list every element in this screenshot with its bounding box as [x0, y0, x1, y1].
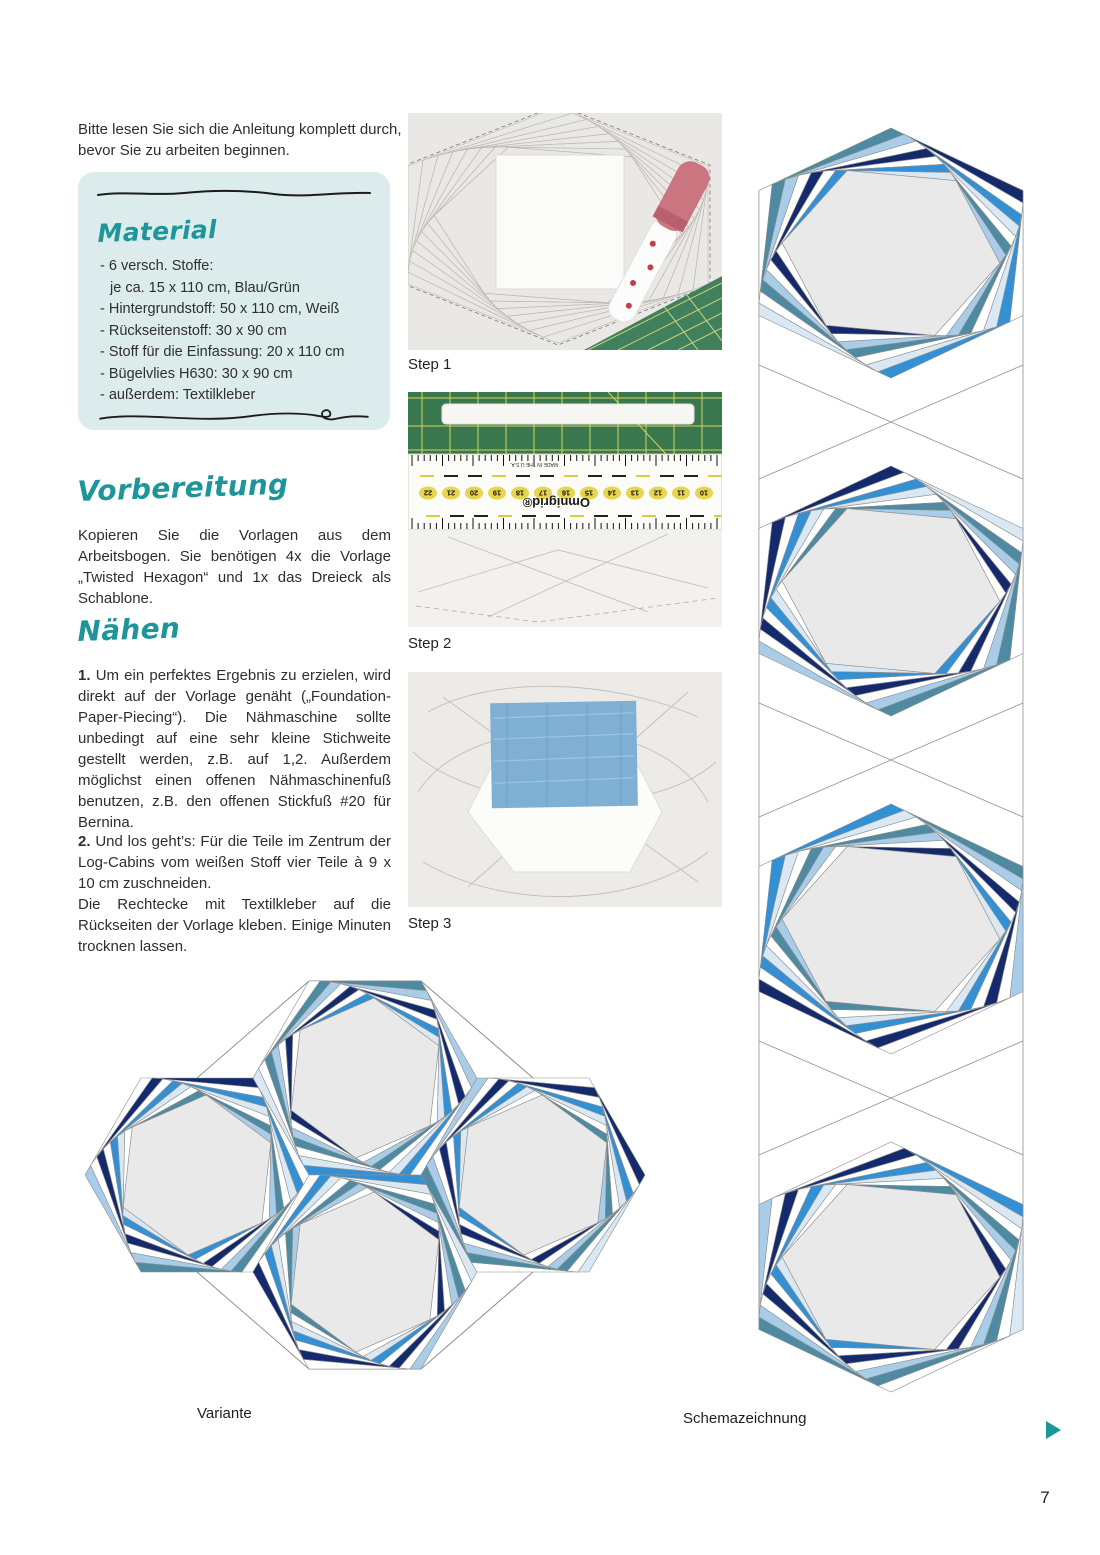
svg-text:11: 11: [677, 488, 685, 498]
svg-text:20: 20: [469, 488, 479, 498]
step-number: 2.: [78, 833, 91, 850]
variant-cluster-diagram: [85, 950, 645, 1400]
svg-text:14: 14: [607, 488, 617, 498]
svg-text:10: 10: [699, 488, 709, 498]
step3-photo: [408, 672, 722, 907]
material-item: je ca. 15 x 110 cm, Blau/Grün: [110, 279, 300, 296]
white-fabric-square: [496, 155, 624, 289]
step3-caption: Step 3: [408, 915, 452, 932]
white-fabric-strip: [442, 404, 694, 424]
svg-text:21: 21: [446, 488, 456, 498]
hand-drawn-line-loop: [94, 404, 374, 426]
step1-photo: [408, 113, 722, 350]
step2-photo-figure: [408, 392, 722, 627]
variante-caption: Variante: [197, 1405, 252, 1422]
step-text: Und los geht’s: Für die Teile im Zentrum der Log-Cabins vom weißen Stoff vier Teile à 9 x 10 cm zuschneiden.: [78, 833, 391, 892]
step1-photo-figure: [408, 113, 722, 350]
svg-text:19: 19: [492, 488, 502, 498]
template-paper: [408, 530, 722, 627]
material-item: - Rückseitenstoff: 30 x 90 cm: [100, 322, 287, 339]
page-number: 7: [1040, 1488, 1050, 1507]
material-item: - Stoff für die Einfassung: 20 x 110 cm: [100, 344, 345, 360]
step2-caption: Step 2: [408, 635, 452, 652]
material-item: - außerdem: Textilkleber: [100, 387, 256, 403]
step-number: 1.: [78, 667, 91, 684]
material-item: - Bügelvlies H630: 30 x 90 cm: [100, 365, 293, 382]
step-paragraph-1: [78, 665, 391, 833]
schematic-table-runner: [758, 103, 1024, 1395]
hand-drawn-line: [94, 182, 374, 204]
step-paragraph-2: [78, 831, 391, 957]
blue-fabric-rectangle: [490, 701, 638, 809]
svg-text:15: 15: [584, 488, 594, 498]
ruler-small-text: MADE IN THE U.S.A.: [510, 461, 558, 467]
svg-text:17: 17: [538, 488, 548, 498]
schema-caption: Schemazeichnung: [683, 1410, 807, 1427]
intro-text: Bitte lesen Sie sich die Anleitung komplett durch, bevor Sie zu arbeiten beginnen.: [78, 121, 402, 159]
material-item: - Hintergrundstoff: 50 x 110 cm, Weiß: [100, 301, 340, 317]
step-text: Die Rechtecke mit Textilkleber auf die Rückseiten der Vorlage kleben. Einige Minuten trocknen lassen.: [78, 896, 391, 955]
vorbereitung-title: Vorbereitung: [76, 467, 289, 509]
step2-photo: [408, 392, 722, 627]
step1-caption: Step 1: [408, 356, 452, 373]
material-box: [78, 172, 390, 430]
svg-text:12: 12: [653, 488, 663, 498]
ruler-brand: Omnigrid®: [522, 495, 590, 510]
svg-text:18: 18: [515, 488, 525, 498]
svg-text:22: 22: [423, 488, 433, 498]
vorbereitung-text: Kopieren Sie die Vorlagen aus dem Arbeitsbogen. Sie benötigen 4x die Vorlage „Twisted Hexagon“ und 1x das Dreieck als Schablone.: [78, 527, 391, 607]
svg-text:13: 13: [630, 488, 640, 498]
omnigrid-ruler: [408, 454, 722, 530]
naehen-title: Nähen: [76, 611, 181, 649]
material-item: - 6 versch. Stoffe:: [100, 258, 214, 274]
svg-text:16: 16: [561, 488, 571, 498]
next-page-arrow-icon: [1046, 1421, 1061, 1439]
material-list: [100, 256, 380, 407]
step-text: Um ein perfektes Ergebnis zu erzielen, wird direkt auf der Vorlage genäht („Foundation-Paper-Piecing“). Die Nähmaschine sollte unbedingt auf eine sehr kleine Stichweite gestellt werden, z.B. auf 1,2. Außerdem möglichst einen offenen Nähmaschinenfuß benutzen, z.B. den offenen Stickfuß #20 für Bernina.: [78, 667, 391, 831]
step3-photo-figure: [408, 672, 722, 907]
material-title: Material: [96, 214, 218, 248]
